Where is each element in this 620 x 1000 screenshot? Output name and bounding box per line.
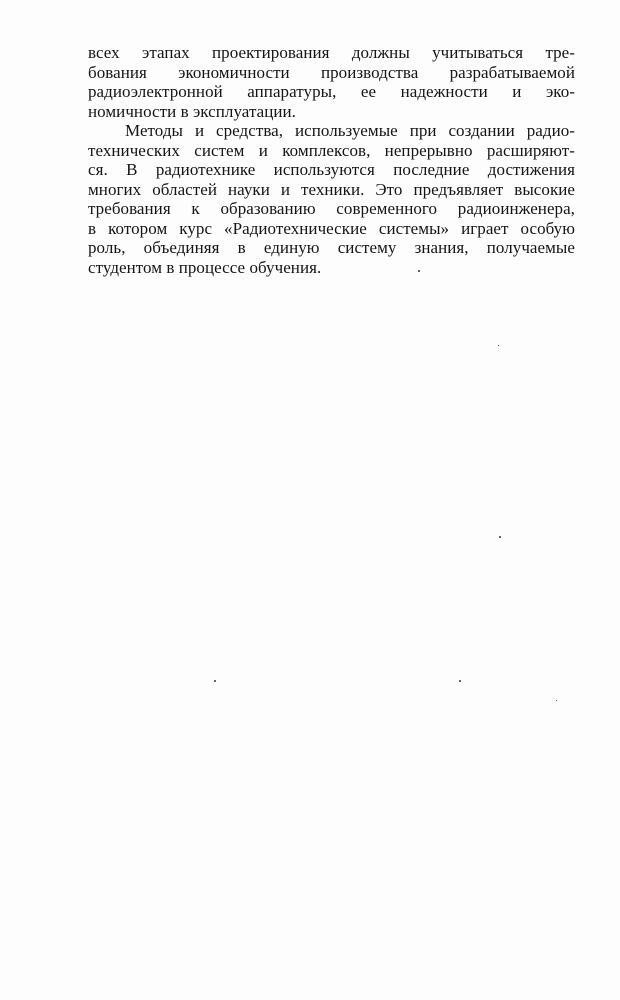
paragraph-2 (88, 121, 575, 277)
text-line: студентом в процессе обучения. (88, 257, 322, 277)
scan-speck (498, 345, 499, 346)
text-line: радиоэлектронной аппаратуры, ее надежности и эко- (88, 82, 575, 101)
text-line: в котором курс «Радиотехнические системы» играет особую (88, 218, 575, 238)
text-line: требования к образованию современного радиоинженера, (88, 199, 575, 218)
scan-speck (214, 680, 216, 682)
text-line: Методы и средства, используемые при создании радио- (125, 121, 575, 140)
scan-speck (499, 536, 501, 538)
paragraph-1 (88, 43, 575, 121)
scan-speck (556, 700, 557, 701)
scan-speck (418, 270, 420, 272)
text-line: всех этапах проектирования должны учитываться тре- (88, 43, 575, 62)
body-text (88, 43, 575, 277)
text-line: технических систем и комплексов, непрерывно расширяют- (88, 140, 575, 160)
text-line: бования экономичности производства разрабатываемой (88, 62, 575, 82)
text-line: многих областей науки и техники. Это предъявляет высокие (88, 179, 575, 199)
text-line: ся. В радиотехнике используются последние достижения (88, 160, 575, 179)
scan-speck (459, 680, 461, 682)
text-line: номичности в эксплуатации. (88, 101, 296, 121)
text-line: роль, объединяя в единую систему знания, получаемые (88, 238, 575, 257)
